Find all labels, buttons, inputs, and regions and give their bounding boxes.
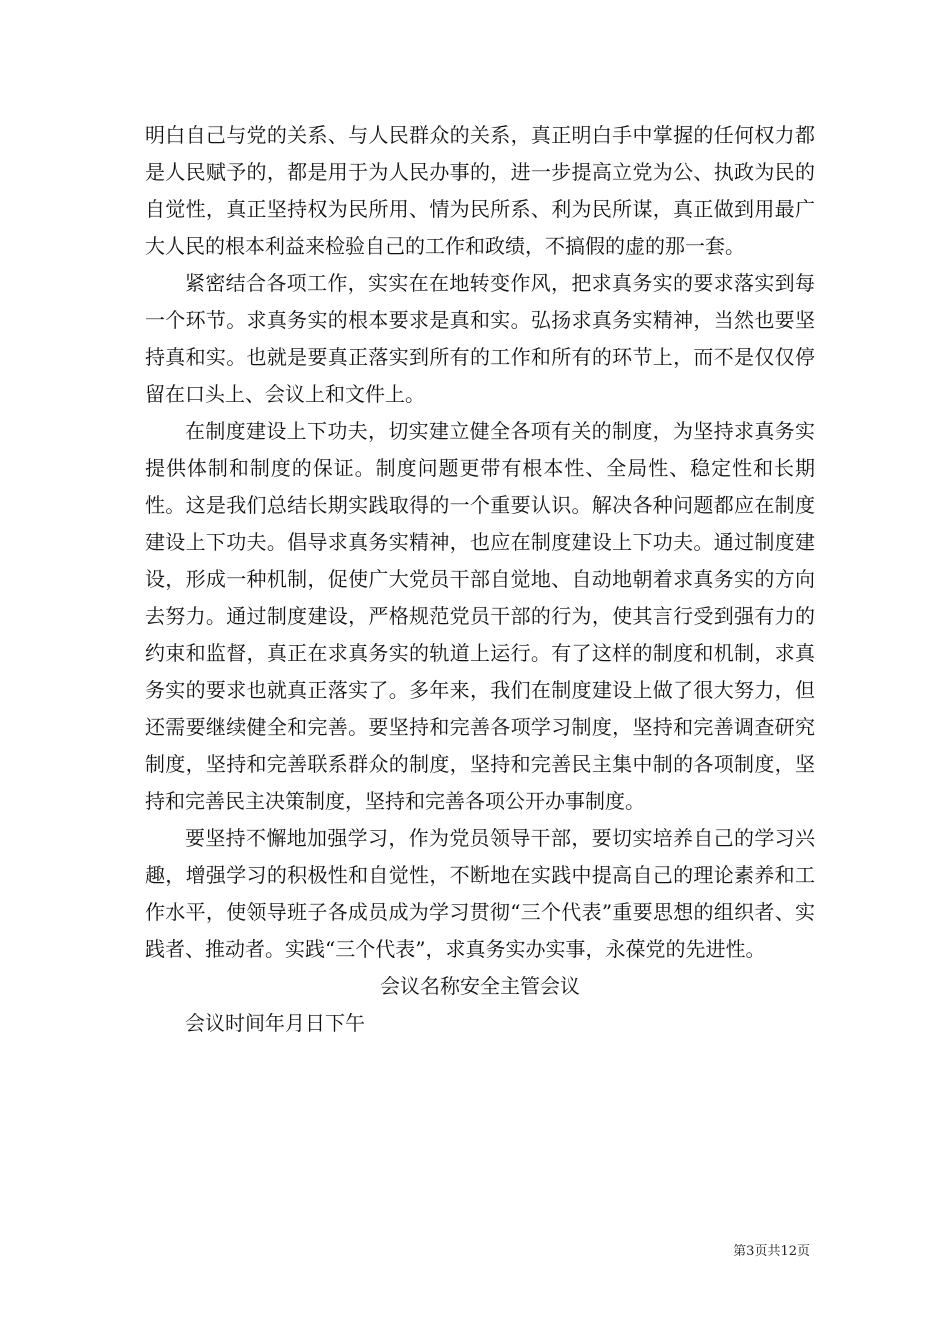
meeting-time: 会议时间年月日下午 <box>185 1011 365 1035</box>
paragraph-work-style: 紧密结合各项工作，实实在在地转变作风，把求真务实的要求落实到每一个环节。求真务实的根本要求是真和实。弘扬求真务实精神，当然也要坚持真和实。也就是要真正落实到所有的工作和所有的环节上，而不是仅仅停留在口头上、会议上和文件上。 <box>145 271 815 406</box>
body-text <box>145 117 815 1042</box>
paragraph-continued: 明白自己与党的关系、与人民群众的关系，真正明白手中掌握的任何权力都是人民赋予的，都是用于为人民办事的，进一步提高立党为公、执政为民的自觉性，真正坚持权为民所用、情为民所系、利为民所谋，真正做到用最广大人民的根本利益来检验自己的工作和政绩，不搞假的虚的那一套。 <box>145 123 815 258</box>
paragraph-system-building: 在制度建设上下功夫，切实建立健全各项有关的制度，为坚持求真务实提供体制和制度的保证。制度问题更带有根本性、全局性、稳定性和长期性。这是我们总结长期实践取得的一个重要认识。解决各种问题都应在制度建设上下功夫。倡导求真务实精神，也应在制度建设上下功夫。通过制度建设，形成一种机制，促使广大党员干部自觉地、自动地朝着求真务实的方向去努力。通过制度建设，严格规范党员干部的行为，使其言行受到强有力的约束和监督，真正在求真务实的轨道上运行。有了这样的制度和机制，求真务实的要求也就真正落实了。多年来，我们在制度建设上做了很大努力，但还需要继续健全和完善。要坚持和完善各项学习制度，坚持和完善调查研究制度，坚持和完善联系群众的制度，坚持和完善民主集中制的各项制度，坚持和完善民主决策制度，坚持和完善各项公开办事制度。 <box>145 419 815 813</box>
meeting-name: 会议名称安全主管会议 <box>380 974 580 998</box>
page-number: 第3页共12页 <box>733 1244 810 1259</box>
paragraph-study: 要坚持不懈地加强学习，作为党员领导干部，要切实培养自己的学习兴趣，增强学习的积极性和自觉性，不断地在实践中提高自己的理论素养和工作水平，使领导班子各成员成为学习贯彻“三个代表”重要思想的组织者、实践者、推动者。实践“三个代表”，求真务实办实事，永葆党的先进性。 <box>145 826 815 961</box>
